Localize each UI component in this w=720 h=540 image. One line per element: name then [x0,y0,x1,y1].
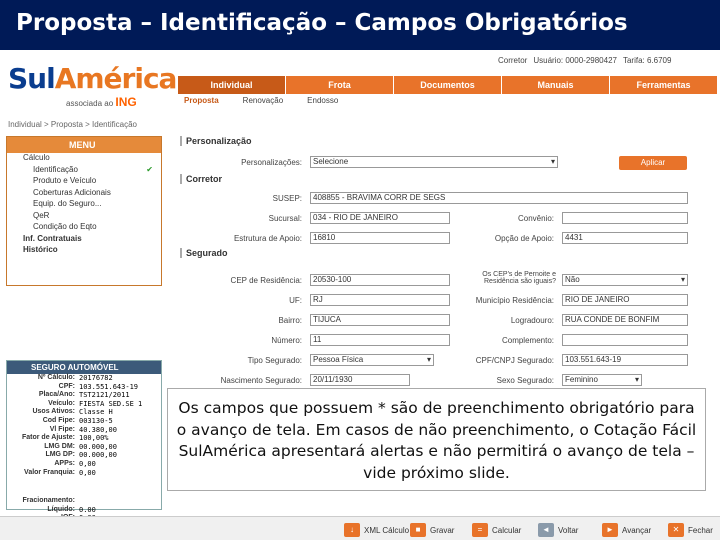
tab-manuais[interactable]: Manuais [502,76,610,94]
summary-key: Vl Fipe: [49,425,75,433]
xml-calculo-icon: ↓ [344,523,360,537]
action-bar [0,516,720,540]
voltar-button[interactable] [538,522,578,538]
info-corretor: Corretor [498,56,528,65]
summary-row [7,451,161,460]
section-personalizacao: Personalização [180,136,252,146]
summary-value: 0.00 [79,505,96,514]
summary-key: Líquido: [47,505,75,513]
voltar-icon: ◄ [538,523,554,537]
subtab-endosso[interactable]: Endosso [307,96,339,105]
summary-key: Fracionamento: [22,497,75,505]
menu-item-label: Identificação [33,164,78,174]
breadcrumb: Individual > Proposta > Identificação [8,120,137,129]
sexo-label: Sexo Segurado: [496,376,554,385]
callout-text: Os campos que possuem * são de preenchimento obrigatório para o avanço de tela. Em casos de não preenchimento, o Cotação Fácil SulAmérica apresentará alertas e não permitirá o avanço de tela – vide próximo slide. [176,399,697,482]
summary-value: 003130-5 [79,416,113,425]
action-label: Voltar [558,525,579,535]
summary-key: Valor Franquia: [24,468,75,476]
summary-key: Veículo: [48,399,75,407]
gravar-icon: ■ [410,523,426,537]
info-tarifa: Tarifa: 6.6709 [622,56,672,65]
top-tabs [178,76,718,94]
nascimento-label: Nascimento Segurado: [220,376,302,385]
uf-field[interactable]: RJ [310,294,450,306]
summary-key: Placa/Ano: [38,391,75,399]
summary-row [7,408,161,417]
summary-key: Fator de Ajuste: [21,434,75,442]
avancar-icon: ► [602,523,618,537]
summary-row [7,417,161,426]
aplicar-button[interactable]: Aplicar [619,156,687,170]
summary-value [75,497,153,506]
menu-item[interactable] [7,188,161,200]
summary-value: FIESTA SED.SE 1 [79,399,143,408]
uf-label: UF: [289,296,302,305]
estrutura-label: Estrutura de Apoio: [233,234,302,243]
info-strip [178,56,718,70]
summary-row [7,383,161,392]
summary-row [7,391,161,400]
summary-value: 0,00 [79,468,96,477]
summary-value: 00.000,00 [79,451,117,460]
menu-item[interactable] [7,211,161,223]
convenio-label: Convênio: [517,214,554,223]
summary-key: APPs: [54,459,75,467]
subtab-proposta[interactable]: Proposta [184,96,219,105]
avancar-button[interactable] [602,522,651,538]
menu-item[interactable] [7,176,161,188]
cep-pernoite-label: Os CEP's de Pernoite e Residência são iguais? [482,271,556,285]
menu-item[interactable] [7,153,161,165]
estrutura-field[interactable]: 16810 [310,232,450,244]
info-usuario: Usuário: 0000-2980427 [533,56,617,65]
summary-row [7,469,161,478]
cpf-segurado-field[interactable]: 103.551.643-19 [562,354,688,366]
opcao-apoio-field[interactable]: 4431 [562,232,688,244]
summary-row [7,460,161,469]
screenshot-area [0,50,720,540]
numero-label: Número: [271,336,302,345]
tab-individual[interactable]: Individual [178,76,286,94]
explanation-callout [167,388,706,491]
summary-value: 0,00 [79,459,96,468]
personalizacoes-select[interactable]: Selecione ▾ [310,156,558,168]
sidebar-menu [6,136,162,286]
action-label: Gravar [430,525,455,535]
action-label: Calcular [492,525,522,535]
summary-value: TST2121/2011 [79,391,130,400]
action-label: Avançar [622,525,652,535]
complemento-field[interactable] [562,334,688,346]
action-label: Fechar [688,525,713,535]
summary-key: Nº Cálculo: [37,374,75,381]
summary-row [7,497,161,506]
summary-key: CPF: [58,382,75,390]
logradouro-field[interactable]: RUA CONDE DE BONFIM [562,314,688,326]
section-segurado: Segurado [180,248,228,258]
summary-row [7,443,161,452]
nascimento-field[interactable]: 20/11/1930 [310,374,410,386]
menu-item[interactable] [7,222,161,234]
sexo-select[interactable]: Feminino ▾ [562,374,642,386]
menu-item[interactable] [7,199,161,211]
subtab-renovacao[interactable]: Renovação [242,96,284,105]
action-label: XML Cálculo [364,525,410,535]
cep-pernoite-select[interactable]: Não ▾ [562,274,688,286]
menu-item-label: Condição do Eqto [33,222,97,231]
cpf-segurado-label: CPF/CNPJ Segurado: [475,356,554,365]
menu-item[interactable] [7,165,161,177]
personalizacoes-label: Personalizações: [241,158,302,167]
check-icon: ✔ [146,164,153,174]
seguro-automovel-title: SEGURO AUTOMÓVEL [7,361,161,374]
menu-item-label: QeR [33,210,50,220]
municipio-label: Município Residência: [475,296,554,305]
ing-logo: ING [115,95,137,109]
summary-key: Usos Ativos: [32,408,75,416]
logo-brand-accent: América [54,62,177,95]
menu-item-label: Coberturas Adicionais [33,187,111,197]
menu-item-label: Cálculo [23,153,50,162]
summary-row [7,506,161,515]
xml-calculo-button[interactable] [344,522,409,538]
convenio-field[interactable] [562,212,688,224]
seguro-automovel-panel [6,360,162,514]
summary-key: LMG DP: [45,451,75,459]
calcular-icon: = [472,523,488,537]
numero-field[interactable]: 11 [310,334,450,346]
gravar-button[interactable] [410,522,454,538]
complemento-label: Complemento: [501,336,554,345]
municipio-field[interactable]: RIO DE JANEIRO [562,294,688,306]
summary-row [7,400,161,409]
summary-row [7,434,161,443]
tab-documentos[interactable]: Documentos [394,76,502,94]
summary-value: 00.000,00 [79,442,117,451]
cep-field[interactable]: 20530-100 [310,274,450,286]
cep-label: CEP de Residência: [230,276,302,285]
summary-key: Cod Fipe: [42,416,75,424]
summary-row [7,426,161,435]
menu-item-label: Produto e Veículo [33,176,97,185]
tipo-segurado-label: Tipo Segurado: [247,356,302,365]
opcao-apoio-label: Opção de Apoio: [494,234,554,243]
logradouro-label: Logradouro: [510,316,554,325]
fechar-icon: ✕ [668,523,684,537]
susep-label: SUSEP: [272,194,302,203]
calcular-button[interactable] [472,522,521,538]
tipo-segurado-select[interactable]: Pessoa Física ▾ [310,354,434,366]
sucursal-field[interactable]: 034 - RIO DE JANEIRO [310,212,450,224]
summary-value: 40.380,00 [79,425,117,434]
summary-key: LMG DM: [44,442,75,450]
sucursal-label: Sucursal: [268,214,302,223]
menu-item[interactable] [7,234,161,246]
menu-item[interactable] [7,245,161,257]
menu-item-label: Equip. do Seguro... [33,199,102,208]
logo-brand-main: Sul [8,62,55,95]
summary-row [7,374,161,383]
summary-value: 100,00% [79,434,109,443]
sulamerica-logo [8,62,177,112]
bairro-label: Bairro: [278,316,302,325]
section-corretor: Corretor [180,174,222,184]
slide-title: Proposta – Identificação – Campos Obrigatórios [0,0,720,50]
summary-value: Classe H [79,408,113,417]
tab-frota[interactable]: Frota [286,76,394,94]
summary-value: 20176782 [79,374,113,382]
bairro-field[interactable]: TIJUCA [310,314,450,326]
logo-assoc: associada ao [66,99,114,108]
summary-value: 103.551.643-19 [79,382,139,391]
fechar-button[interactable] [668,522,713,538]
menu-title: MENU [7,137,161,153]
menu-item-label: Histórico [23,245,58,254]
menu-item-label: Inf. Contratuais [23,233,82,243]
susep-field[interactable]: 408855 - BRAVIMA CORR DE SEGS [310,192,688,204]
sub-tabs [178,96,718,108]
tab-ferramentas[interactable]: Ferramentas [610,76,718,94]
